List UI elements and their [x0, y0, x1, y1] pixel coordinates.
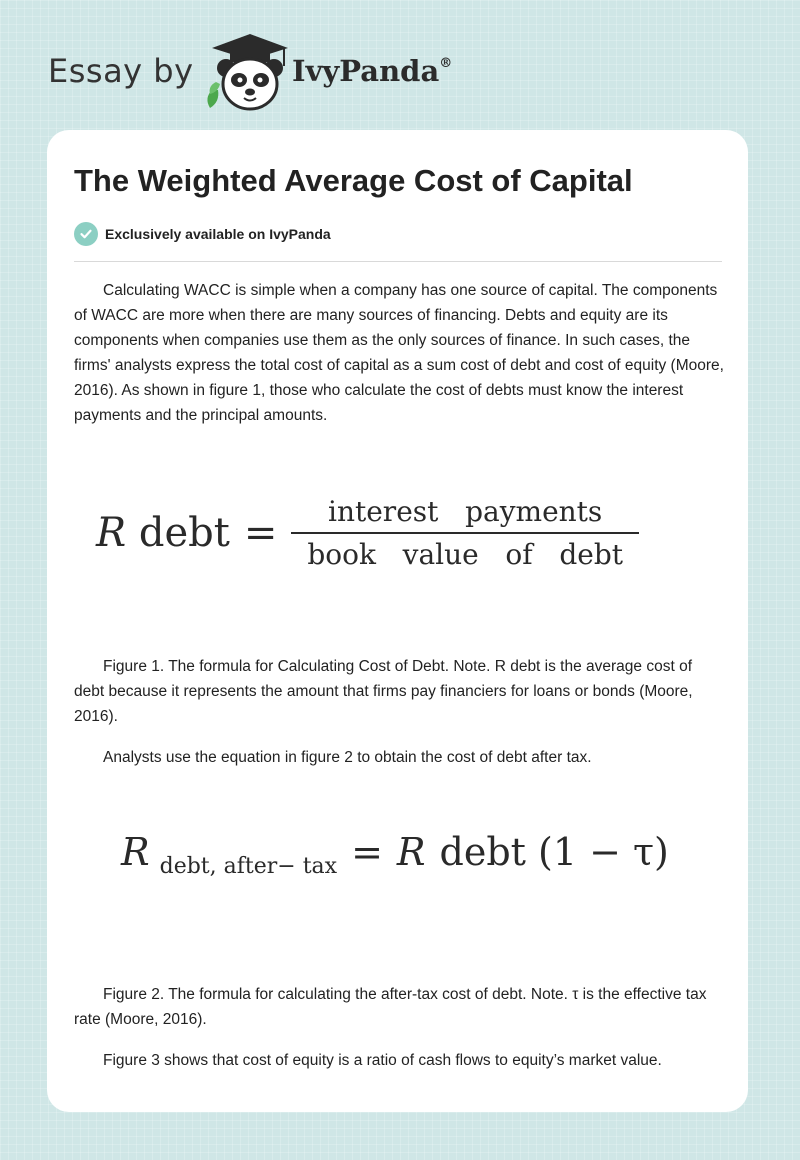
- formula2-equals: =: [351, 830, 383, 874]
- figure1-caption: Figure 1. The formula for Calculating Cost of Debt. Note. R debt is the average cost of debt because it represents the amount that firms pay financiers for loans or bonds (Moore, 2016).: [74, 658, 693, 725]
- fraction-bar: [291, 532, 639, 534]
- formula2-rhs-var: R: [396, 830, 426, 874]
- formula1-denominator: book value of debt: [307, 538, 623, 571]
- paragraph-intro: Calculating WACC is simple when a company has one source of capital. The components of WACC are more when there are many sources of financing. Debts and equity are its components when companies use them as the only sources of finance. In such cases, the firms' analysts express the total cost of capital as a sum cost of debt and cost of equity (Moore, 2016). As shown in figure 1, those who calculate the cost of debts must know the interest payments and the principal amounts.: [74, 282, 724, 424]
- paragraph-cost-of-equity: Figure 3 shows that cost of equity is a ratio of cash flows to equity’s market value.: [103, 1052, 662, 1069]
- formula2-rhs: debt (1 − τ): [439, 830, 669, 874]
- formula2-subscript: debt, after− tax: [159, 854, 338, 879]
- formula1-fraction: [291, 495, 639, 571]
- article-card: [47, 130, 748, 1112]
- exclusive-badge: [74, 222, 331, 246]
- essay-by-label: Essay by: [48, 52, 194, 90]
- formula2-lhs-var: R: [121, 830, 150, 874]
- formula-cost-of-debt: [96, 495, 639, 571]
- formula-after-tax-debt: [121, 830, 669, 890]
- formula1-numerator: interest payments: [328, 495, 603, 528]
- paragraph-after-tax: Analysts use the equation in figure 2 to obtain the cost of debt after tax.: [103, 749, 592, 766]
- check-circle-icon: [74, 222, 98, 246]
- brand-name: IvyPanda®: [292, 54, 453, 88]
- formula1-equals: =: [243, 510, 278, 556]
- site-header: [48, 30, 548, 110]
- formula1-lhs: R debt: [96, 510, 230, 556]
- exclusive-badge-label: Exclusively available on IvyPanda: [105, 226, 331, 242]
- figure2-caption: Figure 2. The formula for calculating the after-tax cost of debt. Note. τ is the effective tax rate (Moore, 2016).: [74, 986, 707, 1028]
- ivypanda-logo-icon[interactable]: [200, 32, 300, 112]
- divider: [74, 261, 722, 262]
- article-title: The Weighted Average Cost of Capital: [74, 163, 633, 198]
